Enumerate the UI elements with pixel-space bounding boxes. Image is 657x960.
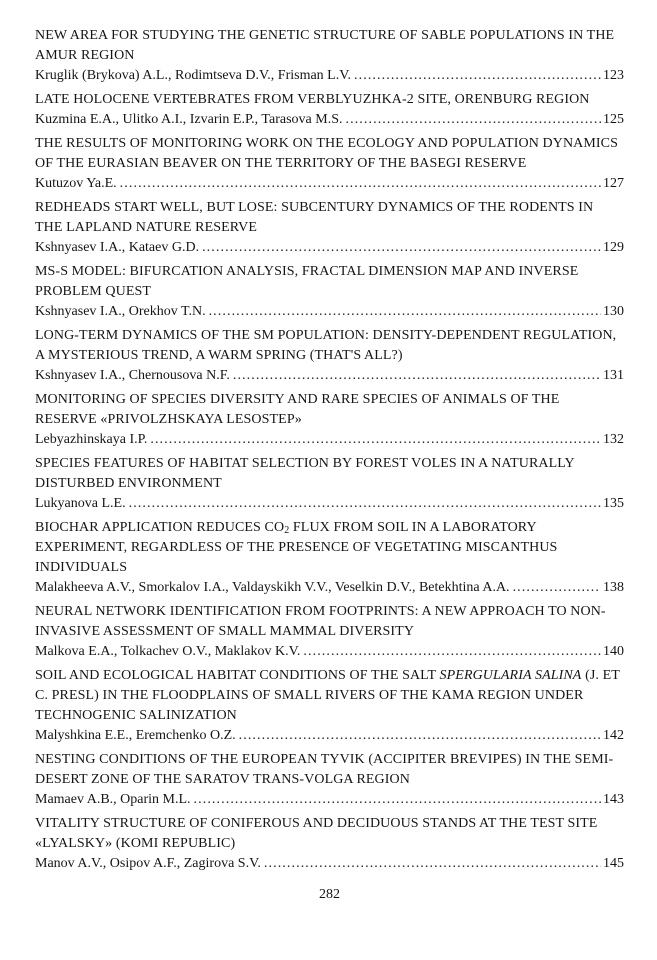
entry-author-line [35, 790, 624, 810]
dot-leader [233, 366, 601, 386]
entry-page-number: 127 [603, 176, 624, 191]
entry-title-segment: 2 [284, 525, 290, 536]
toc-entry [35, 814, 624, 874]
entry-title [35, 198, 624, 238]
toc-list [35, 26, 624, 874]
entry-title [35, 134, 624, 174]
entry-title [35, 326, 624, 366]
entry-authors: Kuzmina E.A., Ulitko A.I., Izvarin E.P., Tarasova M.S. [35, 112, 343, 127]
entry-author-line [35, 494, 624, 514]
toc-entry [35, 390, 624, 450]
dot-leader [120, 174, 601, 194]
entry-title [35, 454, 624, 494]
entry-author-line [35, 110, 624, 130]
entry-authors: Kruglik (Brykova) A.L., Rodimtseva D.V., Frisman L.V. [35, 68, 352, 83]
entry-page-number: 129 [603, 240, 624, 255]
entry-title [35, 90, 624, 110]
dot-leader [346, 110, 602, 130]
entry-page-number: 143 [603, 792, 624, 807]
entry-title [35, 518, 624, 578]
dot-leader [264, 854, 601, 874]
entry-title-segment: BIOCHAR APPLICATION REDUCES CO [35, 520, 285, 535]
entry-authors: Kutuzov Ya.E. [35, 176, 117, 191]
toc-entry [35, 90, 624, 130]
entry-author-line [35, 726, 624, 746]
toc-entry [35, 262, 624, 322]
entry-author-line [35, 642, 624, 662]
entry-authors: Lebyazhinskaya I.P. [35, 432, 148, 447]
entry-title-segment: VITALITY STRUCTURE OF CONIFEROUS AND DECIDUOUS STANDS AT THE TEST SITE «LYALSKY» (KOMI REPUBLIC) [35, 816, 598, 851]
entry-authors: Kshnyasev I.A., Orekhov T.N. [35, 304, 206, 319]
entry-page-number: 138 [603, 580, 624, 595]
entry-title-segment: MONITORING OF SPECIES DIVERSITY AND RARE SPECIES OF ANIMALS OF THE RESERVE «PRIVOLZHSKAYA LESOSTEP» [35, 392, 560, 427]
entry-author-line [35, 174, 624, 194]
entry-title [35, 390, 624, 430]
dot-leader [150, 430, 601, 450]
entry-title [35, 750, 624, 790]
toc-entry [35, 134, 624, 194]
entry-title [35, 262, 624, 302]
dot-leader [513, 578, 601, 598]
dot-leader [202, 238, 601, 258]
entry-authors: Malkova E.A., Tolkachev O.V., Maklakov K.V. [35, 644, 301, 659]
entry-title-segment: SOIL AND ECOLOGICAL HABITAT CONDITIONS OF THE SALT [35, 668, 440, 683]
toc-entry [35, 26, 624, 86]
entry-page-number: 123 [603, 68, 624, 83]
page-footer [35, 885, 624, 905]
entry-authors: Malyshkina E.E., Eremchenko O.Z. [35, 728, 236, 743]
toc-entry [35, 602, 624, 662]
dot-leader [194, 790, 601, 810]
toc-entry [35, 326, 624, 386]
entry-page-number: 142 [603, 728, 624, 743]
entry-authors: Manov A.V., Osipov A.F., Zagirova S.V. [35, 856, 261, 871]
entry-title-segment: SPERGULARIA SALINA [439, 668, 582, 683]
dot-leader [209, 302, 601, 322]
dot-leader [354, 66, 601, 86]
entry-title [35, 26, 624, 66]
entry-author-line [35, 66, 624, 86]
entry-authors: Mamaev A.B., Oparin M.L. [35, 792, 191, 807]
entry-title-segment: SPECIES FEATURES OF HABITAT SELECTION BY FOREST VOLES IN A NATURALLY DISTURBED ENVIRONMENT [35, 456, 575, 491]
entry-author-line [35, 366, 624, 386]
entry-title [35, 814, 624, 854]
entry-authors: Kshnyasev I.A., Chernousova N.F. [35, 368, 230, 383]
entry-page-number: 125 [603, 112, 624, 127]
dot-leader [239, 726, 601, 746]
entry-title [35, 602, 624, 642]
entry-page-number: 140 [603, 644, 624, 659]
entry-title-segment: NESTING CONDITIONS OF THE EUROPEAN TYVIK (ACCIPITER BREVIPES) IN THE SEMI-DESERT ZONE OF THE SARATOV TRANS-VOLGA REGION [35, 752, 614, 787]
entry-authors: Kshnyasev I.A., Kataev G.D. [35, 240, 200, 255]
entry-title-segment: LATE HOLOCENE VERTEBRATES FROM VERBLYUZHKA-2 SITE, ORENBURG REGION [35, 92, 590, 107]
entry-title-segment: NEURAL NETWORK IDENTIFICATION FROM FOOTPRINTS: A NEW APPROACH TO NON-INVASIVE ASSESSMENT OF SMALL MAMMAL DIVERSITY [35, 604, 606, 639]
entry-authors: Malakheeva A.V., Smorkalov I.A., Valdayskikh V.V., Veselkin D.V., Betekhtina A.A. [35, 580, 510, 595]
toc-entry [35, 198, 624, 258]
entry-page-number: 130 [603, 304, 624, 319]
entry-page-number: 132 [603, 432, 624, 447]
entry-title-segment: MS-S MODEL: BIFURCATION ANALYSIS, FRACTAL DIMENSION MAP AND INVERSE PROBLEM QUEST [35, 264, 579, 299]
entry-author-line [35, 430, 624, 450]
entry-title-segment: REDHEADS START WELL, BUT LOSE: SUBCENTURY DYNAMICS OF THE RODENTS IN THE LAPLAND NATURE RESERVE [35, 200, 594, 235]
dot-leader [129, 494, 601, 514]
toc-entry [35, 750, 624, 810]
page-number: 282 [319, 887, 340, 902]
entry-page-number: 145 [603, 856, 624, 871]
toc-entry [35, 518, 624, 598]
toc-entry [35, 454, 624, 514]
entry-title-segment: FLUX FROM SOIL IN A LABORATORY EXPERIMENT, REGARDLESS OF THE PRESENCE OF VEGETATING MISCANTHUS INDIVIDUALS [35, 520, 558, 575]
toc-entry [35, 666, 624, 746]
entry-title-segment: THE RESULTS OF MONITORING WORK ON THE ECOLOGY AND POPULATION DYNAMICS OF THE EURASIAN BEAVER ON THE TERRITORY OF THE BASEGI RESERVE [35, 136, 618, 171]
entry-author-line [35, 578, 624, 598]
entry-title-segment: (J. ET C. PRESL) IN THE FLOODPLAINS OF SMALL RIVERS OF THE KAMA REGION UNDER TECHNOGENIC SALINIZATION [35, 668, 620, 723]
entry-authors: Lukyanova L.E. [35, 496, 126, 511]
entry-author-line [35, 238, 624, 258]
entry-page-number: 131 [603, 368, 624, 383]
entry-author-line [35, 302, 624, 322]
entry-author-line [35, 854, 624, 874]
entry-title-segment: LONG-TERM DYNAMICS OF THE SM POPULATION: DENSITY-DEPENDENT REGULATION, A MYSTERIOUS TREND, A WARM SPRING (THAT'S ALL?) [35, 328, 617, 363]
entry-title [35, 666, 624, 726]
dot-leader [303, 642, 601, 662]
entry-page-number: 135 [603, 496, 624, 511]
entry-title-segment: NEW AREA FOR STUDYING THE GENETIC STRUCTURE OF SABLE POPULATIONS IN THE AMUR REGION [35, 28, 615, 63]
